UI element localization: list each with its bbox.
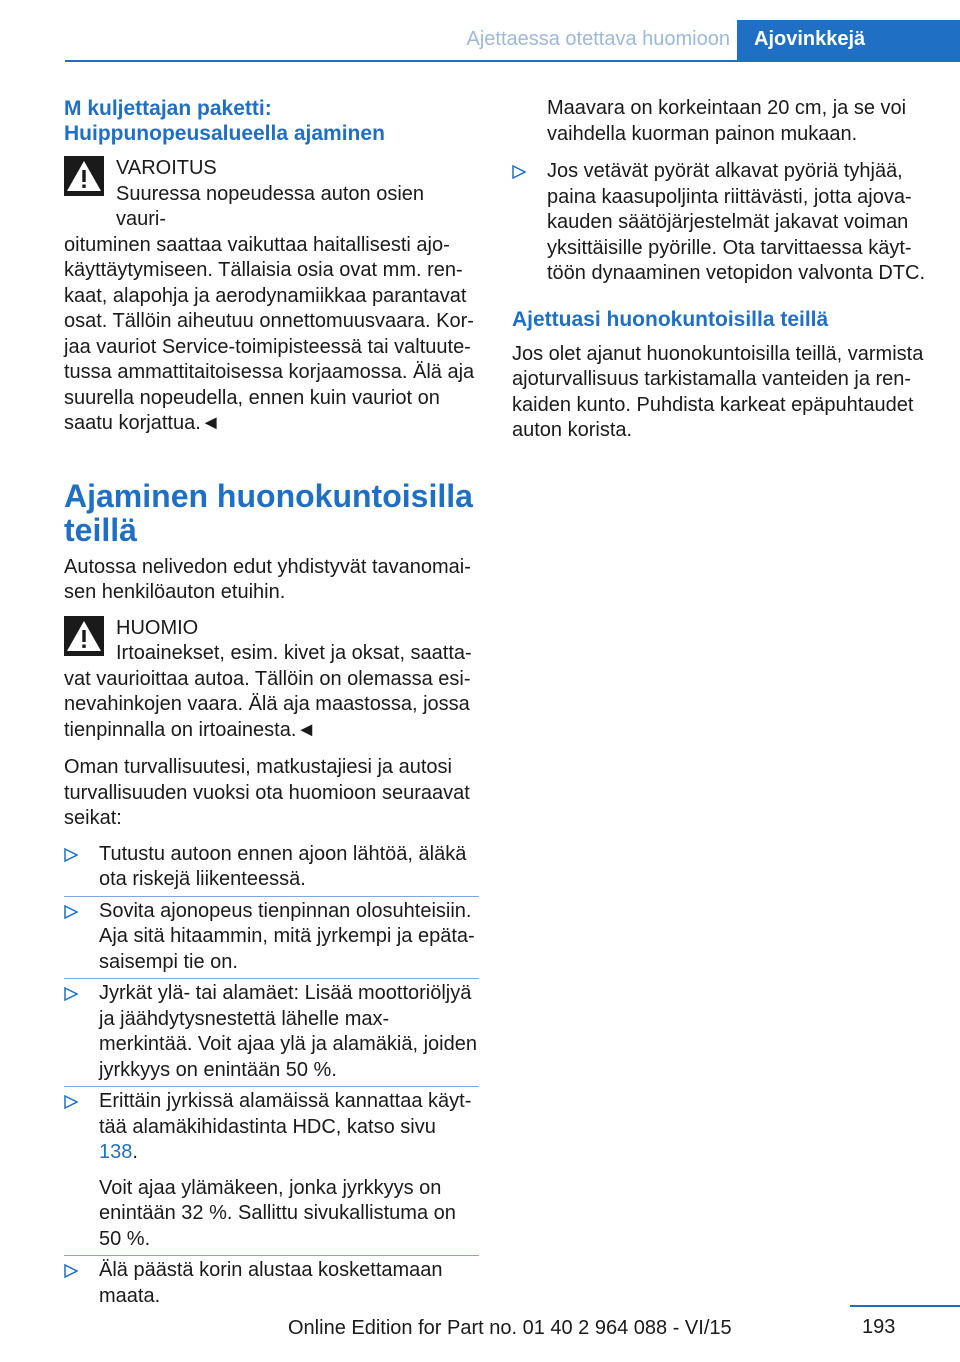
list-item: Älä päästä korin alustaa koskettamaan maata. (64, 1258, 479, 1309)
list-item: Sovita ajonopeus tienpinnan olosuhteisiin. Aja sitä hitaammin, mitä jyrkempi ja epäta-saisempi tie on. (64, 899, 479, 976)
caution-notice (64, 616, 479, 744)
warning-triangle-icon (64, 156, 104, 196)
list-item: Jyrkät ylä- tai alamäet: Lisää moottoriöljyä ja jäähdytysnestettä lähelle max-merkintää. Voit ajaa ylä ja alamäkiä, joiden jyrkkyys on enintään 50 %. (64, 981, 479, 1083)
warning-notice (64, 156, 479, 437)
warning-text: oituminen saattaa vaikuttaa haitallisesti ajo-käyttäytymiseen. Tällaisia osia ovat mm. ren-kaat, alapohja ja aerodynamiikkaa parantavat osat. Tällöin aiheutuu onnettomuusvaara. Kor-jaa vauriot Service-toimipisteessä tai valtuute-tussa ammattitaitoisessa korjaamossa. Älä aja suurella nopeudella, ennen kuin vauriot on saatu korjattua.◄ (64, 233, 475, 434)
triangle-right-icon (64, 848, 78, 862)
header-section-title: Ajettaessa otettava huomioon (466, 28, 730, 50)
continuation-text: Maavara on korkeintaan 20 cm, ja se voi vaihdella kuorman painon mukaan. (547, 97, 907, 145)
subheading-m-driver-package: M kuljettajan paketti: Huippunopeusalueella ajaminen (64, 97, 385, 145)
caution-first-line: Irtoainekset, esim. kivet ja oksat, saatta- (116, 642, 472, 664)
list-item-extra: Voit ajaa ylämäkeen, jonka jyrkkyys on enintään 32 %. Sallittu sivukallistuma on 50 %. (99, 1176, 456, 1250)
after-rough-roads-text: Jos olet ajanut huonokuntoisilla teillä, varmista ajoturvallisuus tarkistamalla vanteiden ja ren-kaiden kunto. Puhdista karkeat epäpuhtaudet auton korista. (512, 342, 924, 441)
left-column (64, 96, 479, 1315)
triangle-right-icon (64, 905, 78, 919)
triangle-right-icon (64, 1095, 78, 1109)
footer-rule (850, 1305, 960, 1307)
triangle-right-icon (64, 1264, 78, 1278)
page-number: 193 (862, 1316, 896, 1338)
triangle-right-icon (512, 165, 526, 179)
caution-text: vat vaurioittaa autoa. Tällöin on olemassa esi-nevahinkojen vaara. Älä aja maastossa, jossa tienpinnalla on irtoainesta.◄ (64, 667, 471, 741)
warning-triangle-icon (64, 616, 104, 656)
page-header (0, 0, 960, 62)
warning-first-line: Suuressa nopeudessa auton osien vauri- (116, 182, 425, 230)
header-rule (65, 60, 737, 62)
edition-footer: Online Edition for Part no. 01 40 2 964 088 - VI/15 (288, 1317, 732, 1339)
intro-paragraph: Autossa nelivedon edut yhdistyvät tavanomai-sen henkilöauton etuihin. (64, 555, 471, 603)
list-item: Tutustu autoon ennen ajoon lähtöä, äläkä ota riskejä liikenteessä. (64, 842, 479, 893)
safety-list (64, 842, 479, 1310)
caution-label: HUOMIO (116, 616, 199, 639)
right-list (512, 159, 927, 287)
warning-label: VAROITUS (116, 157, 217, 179)
list-item: Jos vetävät pyörät alkavat pyöriä tyhjää, paina kaasupoljinta riittävästi, jotta ajova-kauden säätöjärjestelmät jakavat voiman yksittäisille pyörille. Ota tarvittaessa käyt-töön dynaaminen vetopidon valvonta DTC. (512, 159, 927, 287)
safety-paragraph: Oman turvallisuutesi, matkustajiesi ja autosi turvallisuuden vuoksi ota huomioon seuraavat seikat: (64, 756, 470, 829)
header-chapter-tab: Ajovinkkejä (737, 20, 960, 62)
list-item: Erittäin jyrkissä alamäissä kannattaa käyt-tää alamäkihidastinta HDC, katso sivu 138. Voit ajaa ylämäkeen, jonka jyrkkyys on enintään 32 %. Sallittu sivukallistuma on 50 %. (64, 1089, 479, 1252)
triangle-right-icon (64, 987, 78, 1001)
subheading-after-rough-roads: Ajettuasi huonokuntoisilla teillä (512, 307, 829, 331)
page-link-138[interactable]: 138 (99, 1141, 133, 1163)
right-column (512, 96, 927, 454)
section-heading: Ajaminen huonokuntoisilla teillä (64, 477, 473, 548)
